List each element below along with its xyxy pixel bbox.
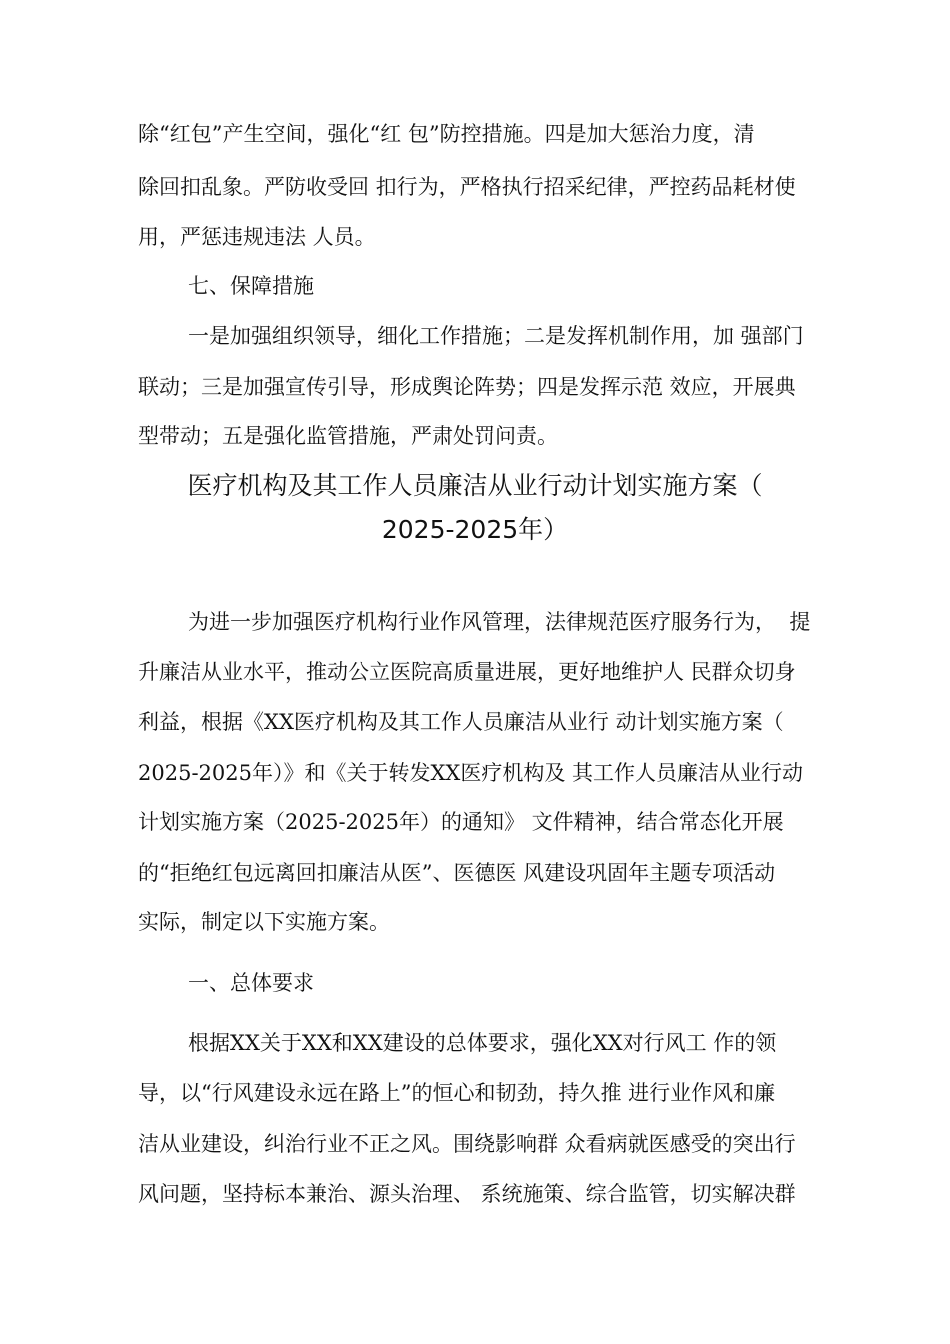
paragraph-line: 导，以“行风建设永远在路上”的恒心和韧劲，持久推 进行业作风和廉 xyxy=(138,1081,776,1105)
paragraph-line: 型带动；五是强化监管措施，严肃处罚问责。 xyxy=(138,424,558,448)
paragraph-line: 风问题，坚持标本兼治、源头治理、 系统施策、综合监管，切实解决群 xyxy=(138,1182,796,1206)
paragraph-line: 洁从业建设，纠治行业不正之风。围绕影响群 众看病就医感受的突出行 xyxy=(138,1132,796,1156)
paragraph-line: 升廉洁从业水平，推动公立医院高质量进展，更好地维护人 民群众切身 xyxy=(138,660,796,684)
paragraph-line: 2025-2025年）》和《关于转发XX医疗机构及 其工作人员廉洁从业行动 xyxy=(138,761,804,785)
paragraph-line: 除回扣乱象。严防收受回 扣行为，严格执行招采纪律，严控药品耗材使 xyxy=(138,175,796,199)
paragraph-line: 用，严惩违规违法 人员。 xyxy=(138,225,376,249)
paragraph-line: 实际，制定以下实施方案。 xyxy=(138,910,390,934)
section-heading: 七、保障措施 xyxy=(188,274,314,298)
document-title: 医疗机构及其工作人员廉洁从业行动计划实施方案（ xyxy=(187,471,763,500)
paragraph-line: 除“红包”产生空间，强化“红 包”防控措施。四是加大惩治力度，清 xyxy=(138,122,755,146)
paragraph-line: 的“拒绝红包远离回扣廉洁从医”、医德医 风建设巩固年主题专项活动 xyxy=(138,861,776,885)
paragraph-line: 计划实施方案（2025-2025年）的通知》 文件精神，结合常态化开展 xyxy=(138,810,784,834)
paragraph-line: 利益，根据《XX医疗机构及其工作人员廉洁从业行 动计划实施方案（ xyxy=(138,710,784,734)
paragraph-line: 一是加强组织领导，细化工作措施；二是发挥机制作用，加 强部门 xyxy=(188,324,804,348)
paragraph-line: 联动；三是加强宣传引导，形成舆论阵势；四是发挥示范 效应，开展典 xyxy=(138,375,796,399)
section-heading: 一、总体要求 xyxy=(188,971,314,995)
paragraph-line: 根据XX关于XX和XX建设的总体要求，强化XX对行风工 作的领 xyxy=(188,1031,777,1055)
paragraph-line: 为进一步加强医疗机构行业作风管理，法律规范医疗服务行为， 提 xyxy=(188,610,811,634)
document-title-year: 2025-2025年） xyxy=(381,515,569,544)
